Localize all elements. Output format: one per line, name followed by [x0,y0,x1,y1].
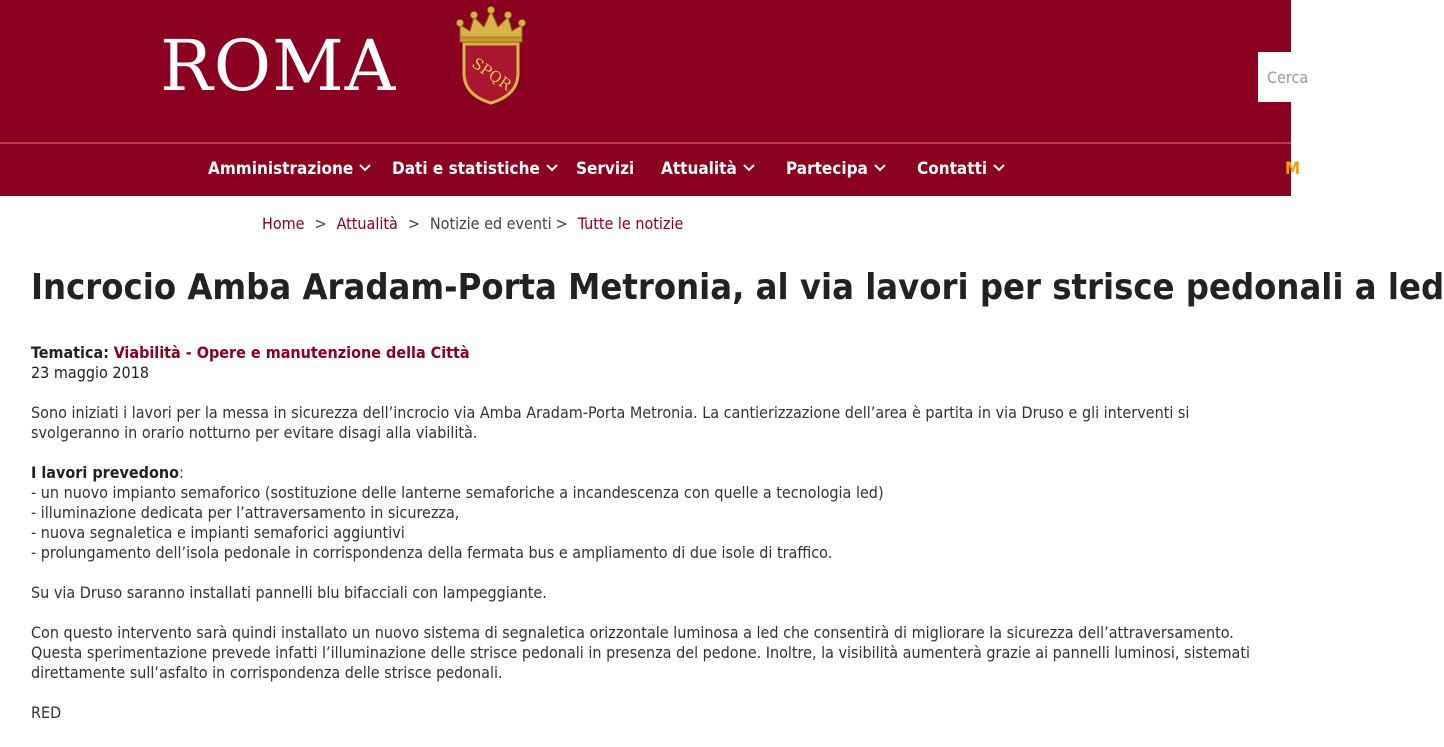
main-nav [0,144,1301,196]
list-item: - un nuovo impianto semaforico (sostituzione delle lanterne semaforiche a incandescenza con quelle a tecnologia led) [31,483,884,502]
nav-item-label: Partecipa [786,159,868,179]
nav-item-label: Amministrazione [208,159,354,179]
nav-item-label: Attualità [661,159,737,179]
list-item: - prolungamento dell’isola pedonale in corrispondenza della fermata bus e ampliamento di due isole di traffico. [31,543,833,562]
nav-item-amministrazione[interactable] [208,144,371,196]
nav-item-label: Dati e statistiche [392,159,540,179]
article-meta [31,343,470,383]
nav-item-partial[interactable]: M [1285,159,1301,179]
emblem-text: SPQR [468,54,515,95]
breadcrumb-notizie: Notizie ed eventi [429,214,552,233]
nav-item-label: Contatti [917,159,988,179]
article-paragraph: Con questo intervento sarà quindi installato un nuovo sistema di segnaletica orizzontale luminosa a led che consentirà di migliorare la sicurezza dell’attraversamento. Questa sperimentazione prevede infatti l’illuminazione delle strisce pedonali in presenza del pedone. Inoltre, la visibilità aumenterà grazie ai pannelli luminosi, sistemati direttamente sull’asfalto in corrispondenza delle strisce pedonali. [31,623,1251,682]
breadcrumb-home[interactable]: Home [262,214,305,233]
tematica-link[interactable]: Viabilità - Opere e manutenzione della Città [113,343,470,362]
nav-item-label: Servizi [576,159,635,179]
tematica-label: Tematica: [31,343,109,362]
chevron-down-icon [359,164,371,172]
page-title: Incrocio Amba Aradam-Porta Metronia, al via lavori per strisce pedonali a led [31,267,1444,308]
chevron-down-icon [546,164,558,172]
list-item: - nuova segnaletica e impianti semaforici aggiuntivi [31,523,405,542]
article-paragraph: Su via Druso saranno installati pannelli blu bifacciali con lampeggiante. [31,583,547,602]
article-body [31,403,1281,743]
chevron-down-icon [743,164,755,172]
article-list [31,463,1281,563]
breadcrumb [262,214,683,233]
breadcrumb-attualita[interactable]: Attualità [336,214,398,233]
nav-item-servizi[interactable] [576,144,634,196]
search-input[interactable]: Cerca [1258,52,1298,102]
chevron-down-icon [993,164,1005,172]
breadcrumb-separator: > [407,214,420,233]
list-item: - illuminazione dedicata per l’attraversamento in sicurezza, [31,503,460,522]
breadcrumb-separator: > [314,214,327,233]
article-paragraph: Sono iniziati i lavori per la messa in sicurezza dell’incrocio via Amba Aradam-Porta Metronia. La cantierizzazione dell’area è partita in via Druso e gli interventi si svolgeranno in orario notturno per evitare disagi alla viabilità. [31,403,1190,442]
roma-spqr-emblem-icon[interactable] [452,5,530,105]
nav-item-partecipa[interactable] [786,144,886,196]
breadcrumb-tutte-notizie[interactable]: Tutte le notizie [577,214,684,233]
article-signature: RED [31,703,62,722]
site-header [0,0,1309,142]
list-heading-suffix: : [178,463,184,482]
chevron-down-icon [874,164,886,172]
logo-text[interactable]: ROMA [160,25,397,107]
list-heading: I lavori prevedono [31,463,179,482]
nav-item-dati-statistiche[interactable] [392,144,558,196]
article-date: 23 maggio 2018 [31,363,150,382]
nav-item-attualita[interactable] [661,144,755,196]
nav-item-contatti[interactable] [917,144,1005,196]
breadcrumb-separator: > [555,214,568,233]
